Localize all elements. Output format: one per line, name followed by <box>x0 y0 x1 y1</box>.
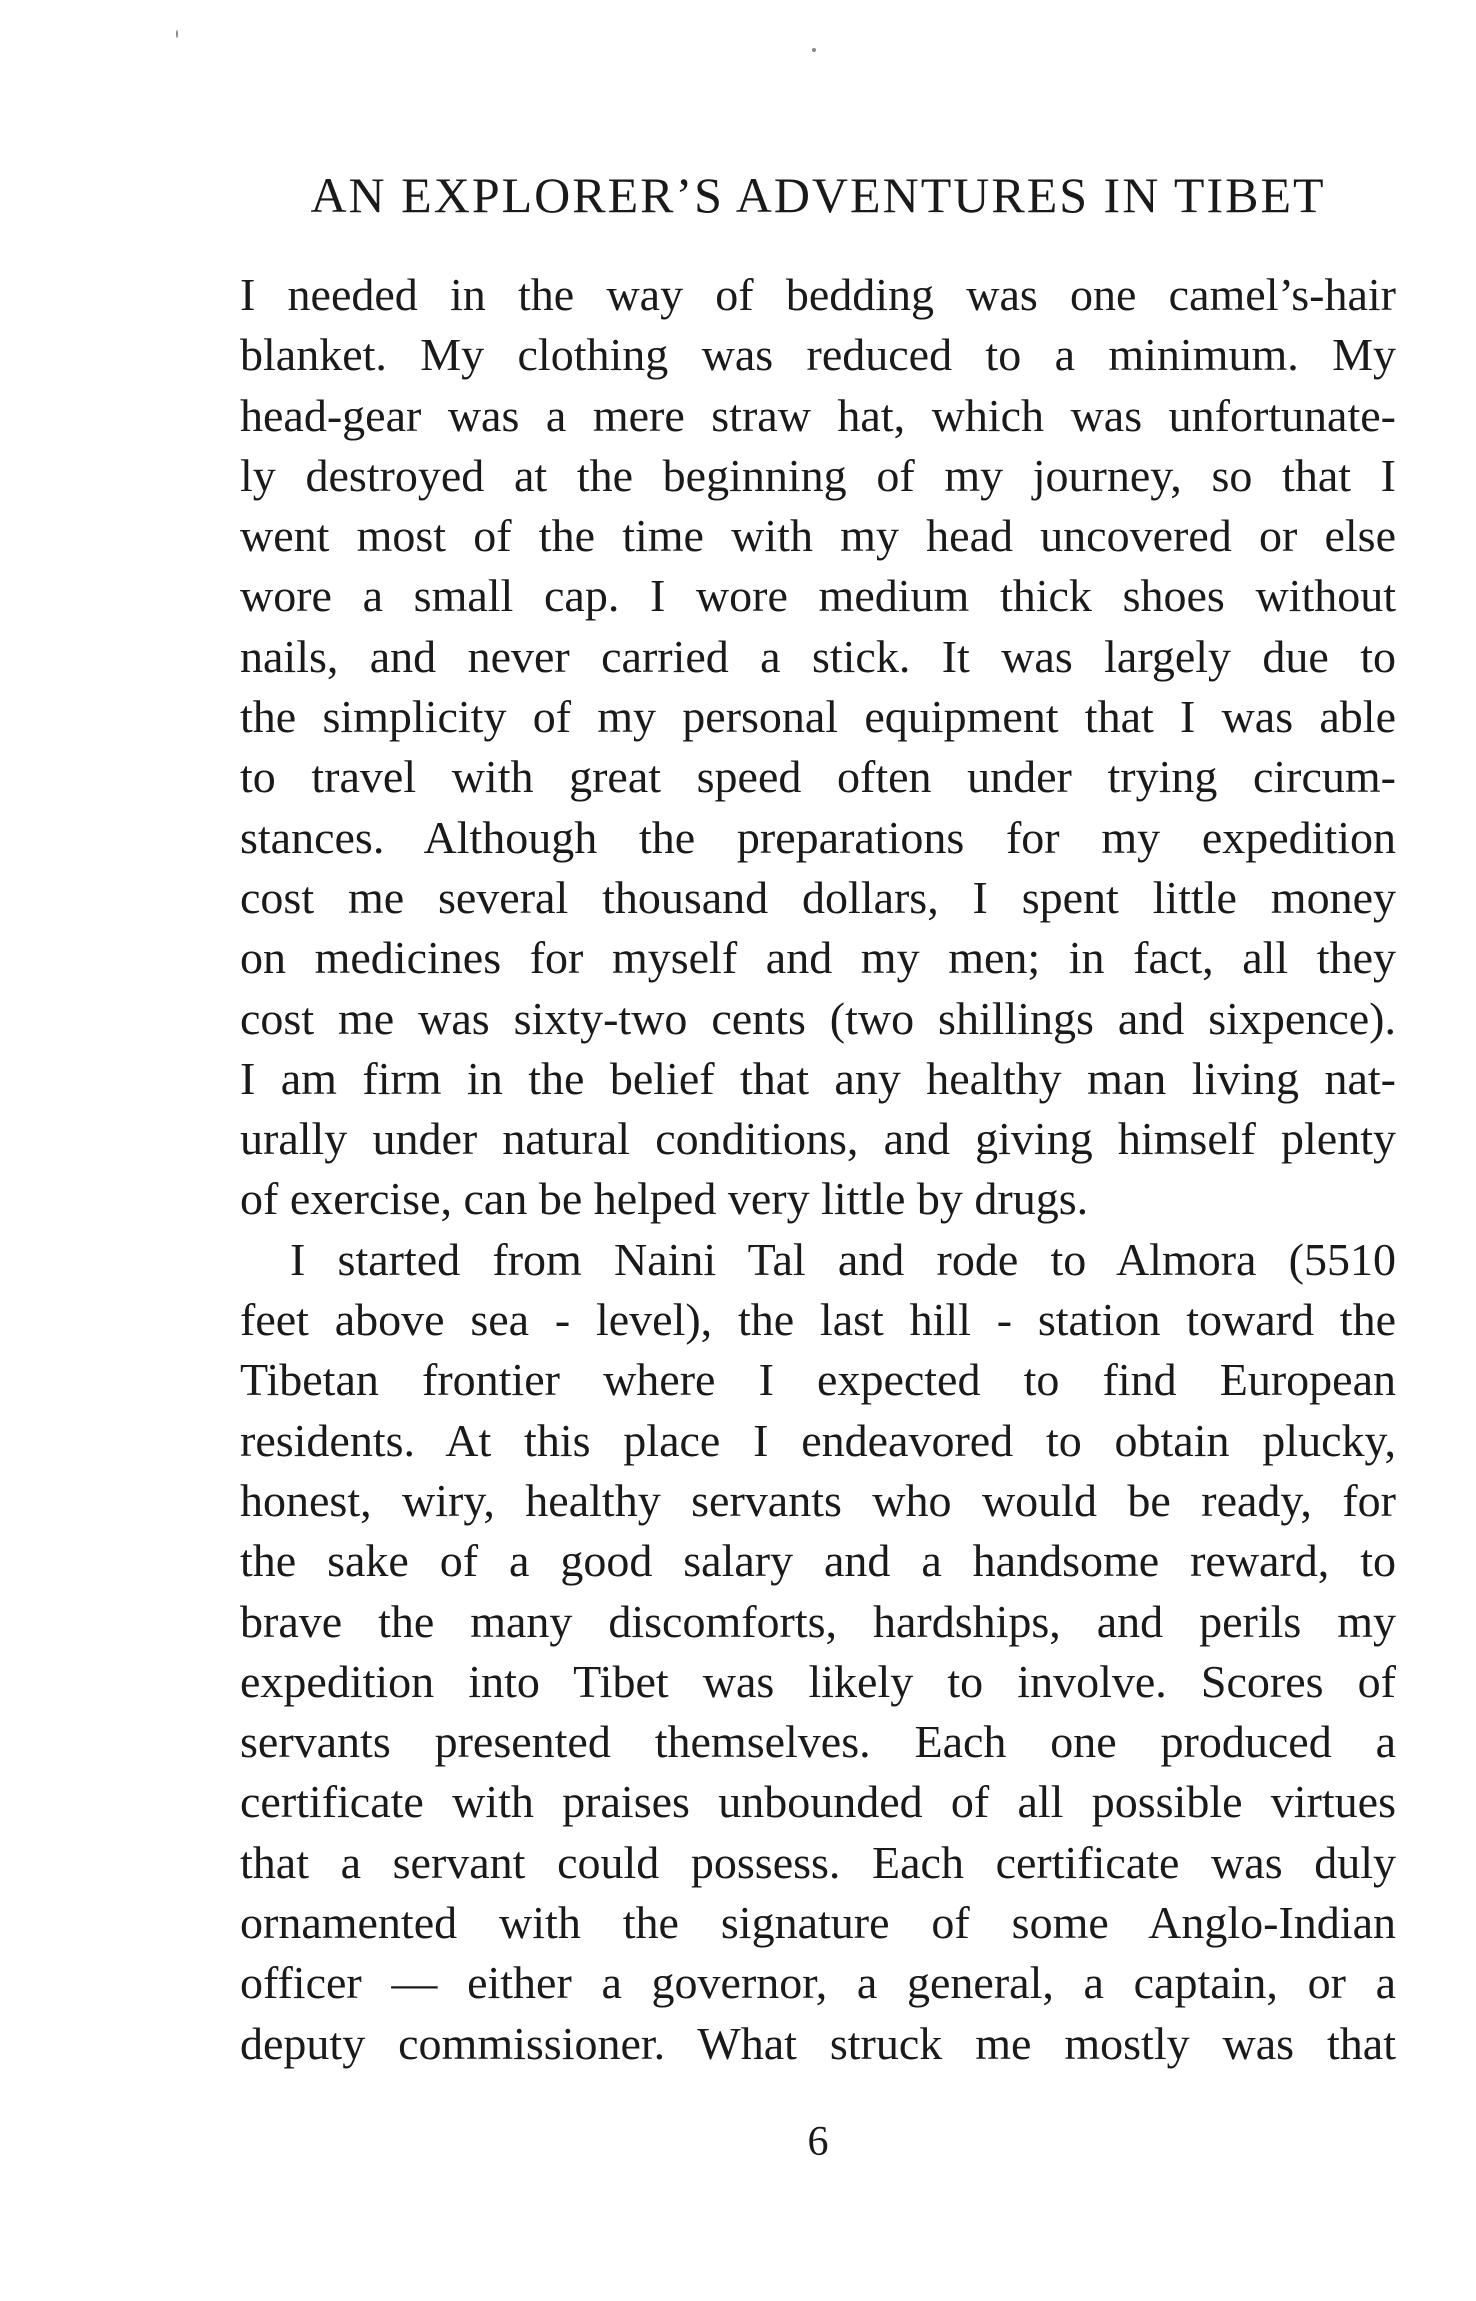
text-line: feet above sea - level), the last hill - station toward the <box>240 1294 1396 1346</box>
page-number: 6 <box>807 2119 829 2165</box>
body-text <box>240 265 1396 2074</box>
text-line: certificate with praises unbounded of all possible virtues <box>240 1776 1396 1828</box>
text-line: the simplicity of my personal equipment that I was able <box>240 691 1396 743</box>
text-line: Tibetan frontier where I expected to find European <box>240 1354 1396 1406</box>
paragraph-2 <box>240 1230 1396 2074</box>
text-line: cost me was sixty-two cents (two shillings and sixpence). <box>240 992 1396 1044</box>
text-line: deputy commissioner. What struck me mostly was that <box>240 2017 1396 2069</box>
text-line: wore a small cap. I wore medium thick shoes without <box>240 570 1396 622</box>
text-line: ornamented with the signature of some Anglo-Indian <box>240 1897 1396 1949</box>
text-line: I am firm in the belief that any healthy man living nat- <box>240 1052 1396 1104</box>
text-line: residents. At this place I endeavored to obtain plucky, <box>240 1414 1396 1466</box>
text-line: of exercise, can be helped very little by drugs. <box>240 1173 1089 1225</box>
print-speck <box>812 48 816 52</box>
text-line: head-gear was a mere straw hat, which was unfortunate- <box>240 389 1396 441</box>
text-line: honest, wiry, healthy servants who would be ready, for <box>240 1474 1396 1526</box>
text-line: stances. Although the preparations for my expedition <box>240 811 1396 863</box>
text-line: brave the many discomforts, hardships, and perils my <box>240 1595 1396 1647</box>
text-line: officer — either a governor, a general, a captain, or a <box>240 1957 1396 2009</box>
text-line: went most of the time with my head uncovered or else <box>240 510 1396 562</box>
print-speck <box>176 30 178 38</box>
text-line: to travel with great speed often under trying circum- <box>240 751 1396 803</box>
text-line: the sake of a good salary and a handsome reward, to <box>240 1535 1396 1587</box>
text-line: cost me several thousand dollars, I spent little money <box>240 871 1396 923</box>
running-head: AN EXPLORER’S ADVENTURES IN TIBET <box>310 167 1326 223</box>
text-line: that a servant could possess. Each certificate was duly <box>240 1836 1396 1888</box>
text-line: blanket. My clothing was reduced to a minimum. My <box>240 329 1396 381</box>
text-line: nails, and never carried a stick. It was largely due to <box>240 630 1396 682</box>
text-line: ly destroyed at the beginning of my journey, so that I <box>240 449 1396 501</box>
text-line: urally under natural conditions, and giving himself plenty <box>240 1113 1396 1165</box>
text-line: I needed in the way of bedding was one camel’s-hair <box>240 269 1396 320</box>
text-line: expedition into Tibet was likely to involve. Scores of <box>240 1655 1396 1707</box>
text-line: I started from Naini Tal and rode to Almora (5510 <box>290 1233 1396 1285</box>
paragraph-1 <box>240 265 1396 1230</box>
text-line: servants presented themselves. Each one produced a <box>240 1716 1396 1768</box>
text-line: on medicines for myself and my men; in fact, all they <box>240 932 1396 984</box>
